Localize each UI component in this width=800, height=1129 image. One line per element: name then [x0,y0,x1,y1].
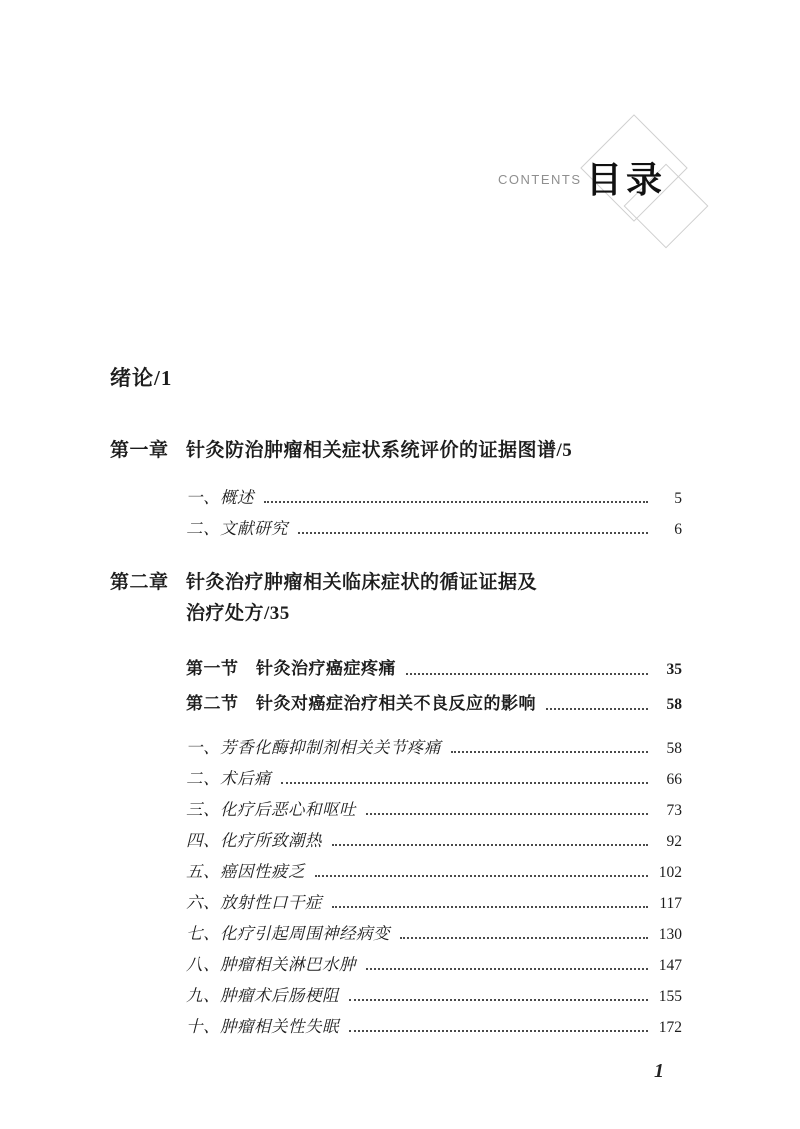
toc-chapter-2 [110,570,682,596]
toc-entry [186,827,682,858]
toc-entry [186,858,682,889]
dot-leader [349,1030,648,1032]
dot-leader [400,937,648,939]
entry-title: 一、概述 [186,488,254,507]
entry-page: 92 [666,833,682,850]
dot-leader [298,532,648,534]
dot-leader [332,906,648,908]
entry-page: 58 [666,740,682,757]
entry-title: 六、放射性口干症 [186,893,322,912]
chapter-title-line2: 治疗处方/35 [186,603,290,624]
chapter-label: 第一章 [110,440,169,461]
toc-entry [186,765,682,796]
toc-entry [186,982,682,1013]
entry-page: 102 [658,864,682,881]
toc-body [110,362,682,1044]
dot-leader [546,708,648,710]
toc-chapter-1 [110,438,682,464]
entry-page: 5 [674,490,682,507]
dot-leader [281,782,648,784]
entry-title: 九、肿瘤术后肠梗阻 [186,986,339,1005]
chapter-2-sections [186,654,682,724]
entry-title: 三、化疗后恶心和呕吐 [186,800,356,819]
entry-title: 二、文献研究 [186,519,288,538]
entry-title: 二、术后痛 [186,769,271,788]
entry-title: 四、化疗所致潮热 [186,831,322,850]
section-title: 第二节 针灸对癌症治疗相关不良反应的影响 [186,694,536,713]
toc-entry [186,734,682,765]
dot-leader [451,751,648,753]
entry-title: 五、癌因性疲乏 [186,862,305,881]
dot-leader [315,875,648,877]
dot-leader [349,999,648,1001]
chapter-1-entries [186,484,682,546]
toc-entry [186,951,682,982]
entry-page: 6 [674,521,682,538]
toc-entry [186,889,682,920]
entry-title: 十、肿瘤相关性失眠 [186,1017,339,1036]
toc-entry [186,484,682,515]
toc-intro-entry: 绪论/1 [110,366,173,390]
page-number: 1 [654,1060,664,1082]
chapter-2-entries [186,734,682,1044]
dot-leader [406,673,648,675]
dot-leader [332,844,648,846]
page-title: 目录 [586,159,667,200]
entry-title: 一、芳香化酶抑制剂相关关节疼痛 [186,738,441,757]
section-page: 58 [666,696,682,713]
entry-page: 172 [658,1019,682,1036]
section-page: 35 [666,661,682,678]
section-title: 第一节 针灸治疗癌症疼痛 [186,659,396,678]
dot-leader [366,968,648,970]
entry-page: 155 [658,988,682,1005]
toc-section-entry [186,689,682,724]
entry-title: 七、化疗引起周围神经病变 [186,924,390,943]
chapter-label: 第二章 [110,572,169,593]
chapter-title: 针灸防治肿瘤相关症状系统评价的证据图谱/5 [186,440,573,461]
toc-entry [186,796,682,827]
dot-leader [264,501,648,503]
dot-leader [366,813,648,815]
chapter-title-line1: 针灸治疗肿瘤相关临床症状的循证证据及 [186,572,538,593]
toc-entry [186,1013,682,1044]
entry-page: 147 [658,957,682,974]
entry-page: 130 [658,926,682,943]
toc-entry [186,515,682,546]
entry-page: 73 [666,802,682,819]
toc-section-entry [186,654,682,689]
toc-entry [186,920,682,951]
entry-page: 117 [659,895,682,912]
contents-label: CONTENTS [498,172,582,187]
entry-page: 66 [666,771,682,788]
entry-title: 八、肿瘤相关淋巴水肿 [186,955,356,974]
